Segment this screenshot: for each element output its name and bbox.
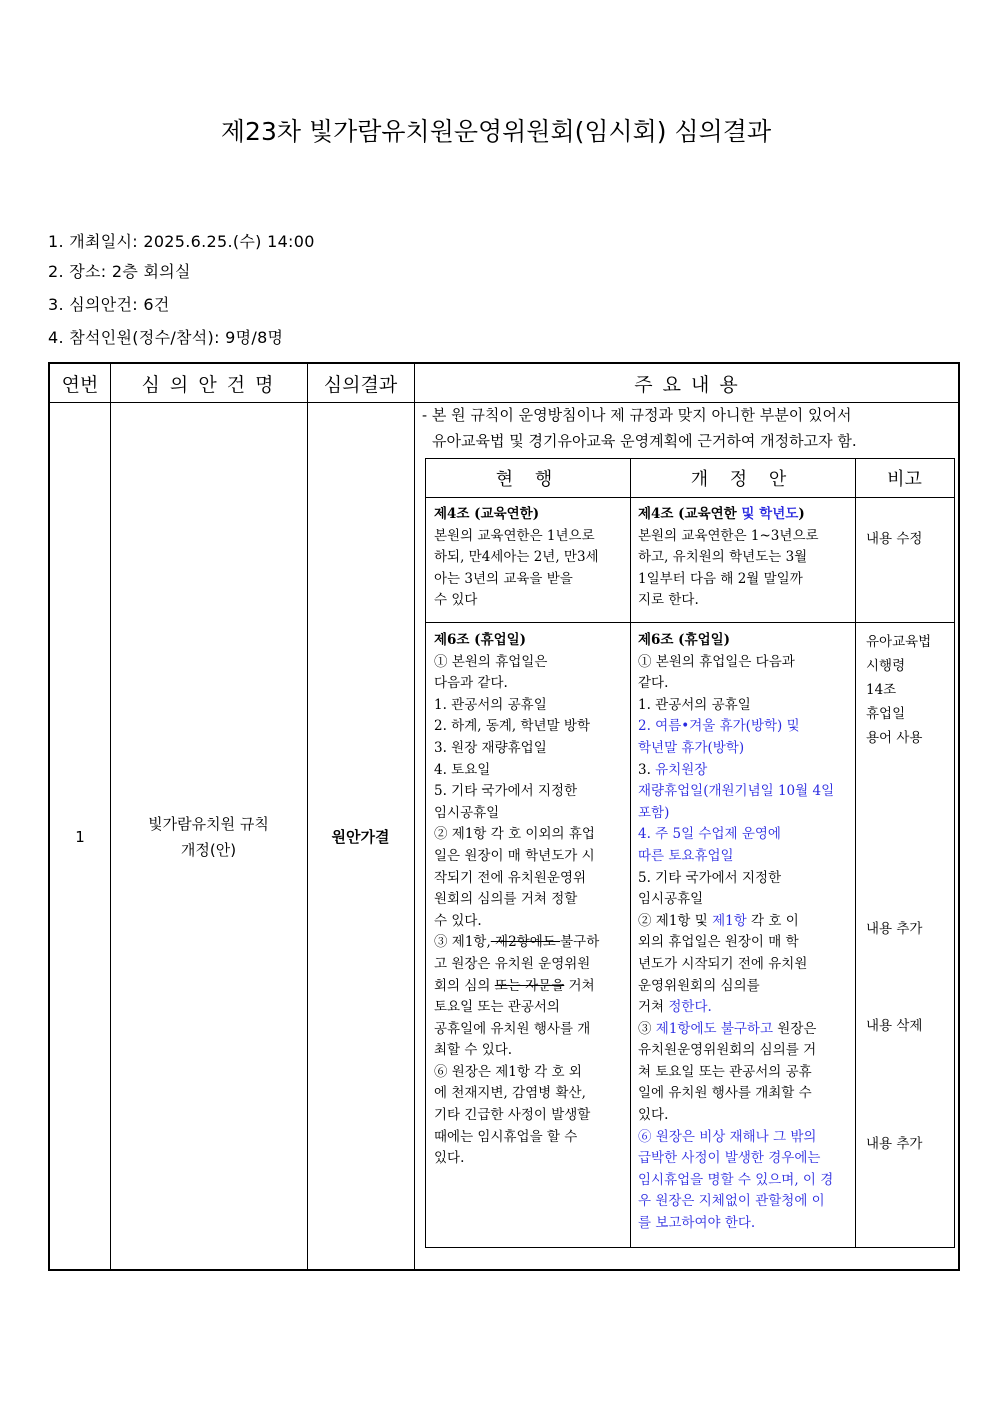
text-line: 에 천재지변, 감염병 확산, xyxy=(434,1085,586,1102)
text-line: 수 있다 xyxy=(434,592,478,609)
info-agenda-count: 3. 심의안건: 6건 xyxy=(48,295,170,314)
text-line: 고 원장은 유치원 운영위원 xyxy=(434,955,591,972)
row-agenda-name xyxy=(110,402,307,1271)
text-line: 5. 기타 국가에서 지정한 xyxy=(638,869,782,886)
header-agenda-name: 심 의 안 건 명 xyxy=(141,373,276,396)
text-line: 5. 기타 국가에서 지정한 xyxy=(434,783,578,800)
info-place: 2. 장소: 2층 회의실 xyxy=(48,262,191,281)
art6-note-add-2: 내용 추가 xyxy=(866,1136,923,1152)
text-line: ⑥ 원장은 제1항 각 호 외 xyxy=(434,1063,582,1080)
text-line: 일은 원장이 매 학년도가 시 xyxy=(434,847,595,864)
text-line: 1. 관공서의 공휴일 xyxy=(638,696,751,713)
text-line: 1. 관공서의 공휴일 xyxy=(434,696,547,713)
text-line: 회의 심의 또는 자문을 거쳐 xyxy=(434,977,595,994)
text-line: 운영위원회의 심의를 xyxy=(638,977,760,994)
text-line: 외의 휴업일은 원장이 매 학 xyxy=(638,934,799,951)
header-result: 심의결과 xyxy=(323,373,398,396)
art4-revised-title: 제4조 (교육연한 및 학년도) xyxy=(638,506,805,522)
text-line: 2. 여름•겨울 휴가(방학) 및 xyxy=(638,718,800,735)
text-line: 쳐 토요일 또는 관공서의 공휴 xyxy=(638,1063,812,1080)
text-line: 임시공휴일 xyxy=(638,891,704,908)
header-note: 비고 xyxy=(887,469,922,490)
text-line: 를 보고하여야 한다. xyxy=(638,1215,756,1232)
text-line: 3. 유치원장 xyxy=(638,761,708,778)
text-line: 있다. xyxy=(638,1107,669,1124)
text-line: 하되, 만4세아는 2년, 만3세 xyxy=(434,549,599,566)
text-line: 시행령 xyxy=(866,658,906,674)
header-content: 주 요 내 용 xyxy=(634,373,740,396)
intro-line2: 유아교육법 및 경기유아교육 운영계획에 근거하여 개정하고자 함. xyxy=(432,432,857,450)
text-line: ② 제1항 및 제1항 각 호 이 xyxy=(638,912,799,929)
text-line: 하고, 유치원의 학년도는 3월 xyxy=(638,549,808,566)
text-line: 공휴일에 유치원 행사를 개 xyxy=(434,1020,591,1037)
text-line: 우 원장은 지체없이 관할청에 이 xyxy=(638,1193,825,1210)
text-line: 임시휴업을 명할 수 있으며, 이 경 xyxy=(638,1171,834,1188)
text-line: 아는 3년의 교육을 받을 xyxy=(434,570,573,587)
text-line: 휴업일 xyxy=(866,706,906,722)
art6-note-delete: 내용 삭제 xyxy=(866,1018,923,1034)
text-line: 급박한 사정이 발생한 경우에는 xyxy=(638,1150,821,1167)
text-line: 4. 주 5일 수업제 운영에 xyxy=(638,826,781,843)
text-line: 토요일 또는 관공서의 xyxy=(434,999,560,1016)
agenda-name-line2: 개정(안) xyxy=(180,840,237,859)
art6-current-title: 제6조 (휴업일) xyxy=(434,632,527,648)
page-title: 제23차 빛가람유치원운영위원회(임시회) 심의결과 xyxy=(220,117,772,146)
text-line: 수 있다. xyxy=(434,912,482,929)
agenda-name-line1: 빛가람유치원 규칙 xyxy=(148,814,269,833)
text-line: 용어 사용 xyxy=(866,730,923,746)
info-attendance: 4. 참석인원(정수/참석): 9명/8명 xyxy=(48,328,284,347)
art4-current-title: 제4조 (교육연한) xyxy=(434,506,540,522)
art6-current xyxy=(434,630,623,1170)
text-line: 2. 하계, 동계, 학년말 방학 xyxy=(434,718,590,735)
art4-note: 내용 수정 xyxy=(866,531,923,547)
text-line: 따른 토요휴업일 xyxy=(638,847,734,864)
text-line: ① 본원의 휴업일은 다음과 xyxy=(638,653,795,670)
text-line: 거쳐 정한다. xyxy=(638,999,712,1016)
art6-note-legal xyxy=(866,630,931,750)
art6-note-add-1: 내용 추가 xyxy=(866,921,923,937)
text-line: 학년말 휴가(방학) xyxy=(638,739,745,756)
text-line: 원회의 심의를 거쳐 정할 xyxy=(434,891,578,908)
text-line: 일에 유치원 행사를 개최할 수 xyxy=(638,1085,812,1102)
text-line: ⑥ 원장은 비상 재해나 그 밖의 xyxy=(638,1128,817,1145)
text-line: 1일부터 다음 해 2월 말일까 xyxy=(638,570,803,587)
art4-revised xyxy=(638,504,850,612)
text-line: ③ 제1항, 제2항에도 불구하 xyxy=(434,934,600,951)
text-line: 있다. xyxy=(434,1150,465,1167)
text-line: ② 제1항 각 호 이외의 휴업 xyxy=(434,826,595,843)
row-result: 원안가결 xyxy=(331,828,390,846)
text-line: 지로 한다. xyxy=(638,592,699,609)
text-line: 유아교육법 xyxy=(866,634,932,650)
text-line: 본원의 교육연한은 1년으로 xyxy=(434,527,595,544)
text-line: 14조 xyxy=(866,682,897,698)
header-current: 현 행 xyxy=(495,469,561,490)
text-line: 4. 토요일 xyxy=(434,761,491,778)
text-line: 같다. xyxy=(638,675,669,692)
info-date: 1. 개최일시: 2025.6.25.(수) 14:00 xyxy=(48,232,315,251)
art4-current xyxy=(434,504,623,612)
text-line: 다음과 같다. xyxy=(434,675,508,692)
text-line: 3. 원장 재량휴업일 xyxy=(434,739,547,756)
content-intro xyxy=(422,402,952,454)
text-line: 재량휴업일(개원기념일 10월 4일 xyxy=(638,783,835,800)
text-line: 때에는 임시휴업을 할 수 xyxy=(434,1128,578,1145)
art6-revised xyxy=(638,630,850,1235)
art6-revised-title: 제6조 (휴업일) xyxy=(638,632,731,648)
comparison-table xyxy=(425,458,955,1248)
text-line: 본원의 교육연한은 1~3년으로 xyxy=(638,527,819,544)
text-line: 최할 수 있다. xyxy=(434,1042,513,1059)
row-no: 1 xyxy=(75,827,85,846)
text-line: 임시공휴일 xyxy=(434,804,500,821)
text-line: 포함) xyxy=(638,804,670,821)
text-line: ① 본원의 휴업일은 xyxy=(434,653,548,670)
text-line: 기타 긴급한 사정이 발생할 xyxy=(434,1107,591,1124)
header-revised: 개 정 안 xyxy=(690,469,795,490)
text-line: 년도가 시작되기 전에 유치원 xyxy=(638,955,808,972)
text-line: 작되기 전에 유치원운영위 xyxy=(434,869,587,886)
header-no: 연번 xyxy=(61,373,99,396)
text-line: 유치원운영위원회의 심의를 거 xyxy=(638,1042,817,1059)
text-line: ③ 제1항에도 불구하고 원장은 xyxy=(638,1020,817,1037)
intro-line1: - 본 원 규칙이 운영방침이나 제 규정과 맞지 아니한 부분이 있어서 xyxy=(422,406,852,424)
